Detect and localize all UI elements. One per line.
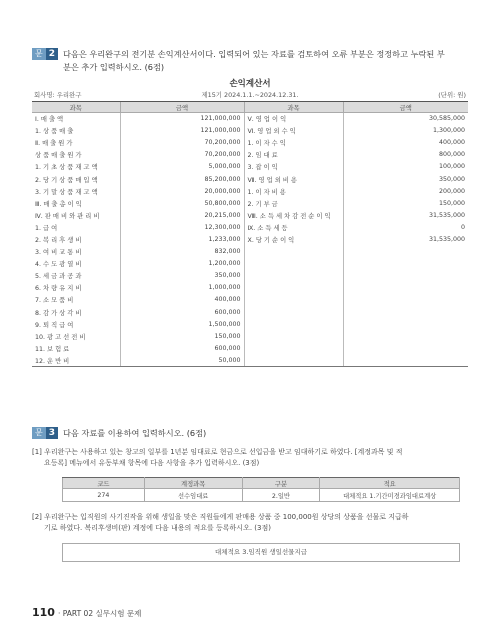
cell-amount-left: 85,200,000 bbox=[120, 173, 244, 185]
page-number: 110 bbox=[32, 606, 55, 619]
question-2-text bbox=[63, 48, 445, 73]
cell-account-left: 2. 당 기 상 품 매 입 액 bbox=[35, 176, 98, 184]
page-footer bbox=[32, 606, 141, 619]
cell-account-right: 2. 기 부 금 bbox=[244, 197, 343, 209]
company-name: 회사명: 우리완구 bbox=[34, 91, 82, 99]
header-account: 계정과목 bbox=[144, 478, 242, 489]
cell-amount-right: 200,000 bbox=[343, 185, 468, 197]
cell-amount-right: 400,000 bbox=[343, 137, 468, 149]
table-row bbox=[32, 318, 468, 330]
cell-account-right bbox=[244, 258, 343, 270]
cell-account-left: 9. 퇴 직 급 여 bbox=[35, 321, 74, 329]
cell-account-left: 12. 운 반 비 bbox=[32, 354, 120, 366]
cell-account-left: 3. 기 말 상 품 재 고 액 bbox=[35, 188, 98, 196]
cell-account-right: Ⅴ. 영 업 이 익 bbox=[244, 113, 343, 125]
question-3-part-1 bbox=[32, 447, 468, 468]
question-badge-label: 문 bbox=[32, 48, 46, 60]
question-badge-number: 3 bbox=[46, 427, 58, 439]
cell-amount-right: 1,300,000 bbox=[343, 125, 468, 137]
cell-amount-right: 30,585,000 bbox=[343, 113, 468, 125]
cell-account-right: 1. 이 자 수 익 bbox=[244, 137, 343, 149]
cell-account-left: 4. 수 도 광 열 비 bbox=[35, 261, 82, 269]
cell-amount-left: 1,500,000 bbox=[120, 318, 244, 330]
table-row bbox=[32, 137, 468, 149]
cell-account-left: Ⅱ. 매 출 원 가 bbox=[35, 140, 73, 148]
table-row bbox=[32, 161, 468, 173]
cell-account-left: Ⅳ. 판 매 비 와 관 리 비 bbox=[35, 212, 100, 220]
header-memo: 적요 bbox=[320, 478, 460, 489]
cell-account-left: 11. 보 험 료 bbox=[35, 345, 70, 353]
question-3-part-2 bbox=[32, 512, 468, 533]
table-row bbox=[32, 197, 468, 209]
cell-code: 274 bbox=[63, 489, 145, 502]
cell-account-right bbox=[244, 318, 343, 330]
table-row bbox=[32, 173, 468, 185]
cell-account-right: 1. 이 자 비 용 bbox=[244, 185, 343, 197]
cell-amount-left: 121,000,000 bbox=[120, 125, 244, 137]
cell-amount-left: 150,000 bbox=[120, 330, 244, 342]
cell-account-left: 8. 감 가 상 각 비 bbox=[35, 309, 82, 317]
header-type: 구분 bbox=[242, 478, 320, 489]
cell-amount-right: 150,000 bbox=[343, 197, 468, 209]
cell-amount-right bbox=[343, 330, 468, 342]
cell-account: 선수임대료 bbox=[144, 489, 242, 502]
cell-account-left: 3. 여 비 교 통 비 bbox=[35, 249, 82, 257]
header-account-right: 과목 bbox=[244, 102, 343, 113]
cell-amount-left: 70,200,000 bbox=[120, 137, 244, 149]
cell-amount-right: 100,000 bbox=[343, 161, 468, 173]
cell-account-left: 상 품 매 출 원 가 bbox=[35, 152, 82, 160]
header-code: 코드 bbox=[63, 478, 145, 489]
cell-account-right bbox=[244, 354, 343, 366]
fiscal-period: 제15기 2024.1.1.~2024.12.31. bbox=[201, 91, 299, 99]
table-row bbox=[32, 330, 468, 342]
cell-account-left: 10. 광 고 선 전 비 bbox=[35, 333, 86, 341]
cell-account-right: 3. 잡 이 익 bbox=[244, 161, 343, 173]
header-amount-left: 금액 bbox=[120, 102, 244, 113]
cell-account-right bbox=[244, 342, 343, 354]
cell-amount-left: 350,000 bbox=[120, 270, 244, 282]
cell-amount-right bbox=[343, 294, 468, 306]
cell-account-right: Ⅸ. 소 득 세 등 bbox=[244, 221, 343, 233]
income-statement-body bbox=[32, 113, 468, 367]
cell-account-right bbox=[244, 330, 343, 342]
cell-amount-right bbox=[343, 270, 468, 282]
header-account-left: 과목 bbox=[32, 102, 120, 113]
table-row bbox=[63, 489, 460, 502]
cell-account-right bbox=[244, 306, 343, 318]
cell-memo: 대체적요 1.기간미경과임대료계상 bbox=[320, 489, 460, 502]
cell-amount-left: 20,215,000 bbox=[120, 209, 244, 221]
cell-account-right: Ⅹ. 당 기 순 이 익 bbox=[244, 233, 343, 245]
cell-account-right: Ⅵ. 영 업 외 수 익 bbox=[244, 125, 343, 137]
cell-account-left: 7. 소 모 품 비 bbox=[35, 297, 74, 305]
cell-account-left: 1. 기 초 상 품 재 고 액 bbox=[35, 164, 98, 172]
question-3-header bbox=[32, 427, 206, 440]
cell-amount-left: 1,233,000 bbox=[120, 233, 244, 245]
account-setup-table bbox=[62, 477, 460, 502]
question-badge bbox=[32, 427, 58, 439]
table-row bbox=[32, 149, 468, 161]
table-row bbox=[32, 209, 468, 221]
cell-amount-right: 350,000 bbox=[343, 173, 468, 185]
part-1-line2: 요등록] 메뉴에서 유동부채 항목에 다음 사항을 추가 입력하시오. (3점) bbox=[44, 458, 260, 467]
statement-title: 손익계산서 bbox=[229, 79, 271, 89]
cell-account-left: 5. 세 금 과 공 과 bbox=[35, 273, 82, 281]
cell-amount-left: 600,000 bbox=[120, 306, 244, 318]
cell-amount-right bbox=[343, 318, 468, 330]
question-2-line2: 분은 추가 입력하시오. (6점) bbox=[63, 61, 165, 72]
table-row bbox=[32, 294, 468, 306]
cell-account-right bbox=[244, 270, 343, 282]
section-label: · PART 02 실무시험 문제 bbox=[57, 609, 142, 618]
question-2-line1: 다음은 우리완구의 전기분 손익계산서이다. 입력되어 있는 자료를 검토하여 오류 부분은 정정하고 누락된 부 bbox=[63, 49, 445, 59]
cell-amount-left: 832,000 bbox=[120, 246, 244, 258]
table-row bbox=[32, 221, 468, 233]
cell-amount-right: 31,535,000 bbox=[343, 233, 468, 245]
header-amount-right: 금액 bbox=[343, 102, 468, 113]
cell-account-right: Ⅷ. 소 득 세 차 감 전 순 이 익 bbox=[244, 209, 343, 221]
cell-amount-right bbox=[343, 246, 468, 258]
cell-amount-left: 12,300,000 bbox=[120, 221, 244, 233]
table-row bbox=[32, 246, 468, 258]
cell-amount-right bbox=[343, 354, 468, 366]
cell-amount-left: 70,200,000 bbox=[120, 149, 244, 161]
memo-box: 대체적요 3.임직원 생일선물지급 bbox=[62, 543, 460, 562]
table-row bbox=[32, 185, 468, 197]
cell-account-left: 1. 상 품 매 출 bbox=[35, 128, 74, 136]
cell-account-left: Ⅲ. 매 출 총 이 익 bbox=[35, 200, 82, 208]
cell-account-right bbox=[244, 282, 343, 294]
table-row bbox=[32, 125, 468, 137]
cell-amount-left: 400,000 bbox=[120, 294, 244, 306]
table-row bbox=[32, 354, 468, 366]
cell-amount-right: 800,000 bbox=[343, 149, 468, 161]
cell-account-right bbox=[244, 246, 343, 258]
table-row bbox=[32, 342, 468, 354]
table-header-row bbox=[63, 478, 460, 489]
cell-amount-left: 121,000,000 bbox=[120, 113, 244, 125]
cell-account-right: Ⅶ. 영 업 외 비 용 bbox=[244, 173, 343, 185]
cell-amount-right: 31,535,000 bbox=[343, 209, 468, 221]
part-1-line1: [1] 우리완구는 사용하고 있는 창고의 일부를 1년분 임대료로 현금으로 선입금을 받고 임대하기로 하였다. [계정과목 및 적 bbox=[32, 448, 403, 456]
table-row bbox=[32, 282, 468, 294]
question-badge-label: 문 bbox=[32, 427, 46, 439]
cell-account-left: 2. 복 리 후 생 비 bbox=[35, 236, 82, 244]
cell-amount-left: 5,000,000 bbox=[120, 161, 244, 173]
table-row bbox=[32, 306, 468, 318]
part-2-line1: [2] 우리완구는 입직원의 사기진작을 위해 생일을 맞은 직원들에게 판매용 상품 중 100,000원 상당의 상품을 선물로 지급하 bbox=[32, 513, 409, 521]
table-row bbox=[32, 233, 468, 245]
cell-account-right: 2. 임 대 료 bbox=[244, 149, 343, 161]
question-badge-number: 2 bbox=[46, 48, 58, 60]
question-badge bbox=[32, 48, 58, 60]
cell-amount-left: 50,000 bbox=[120, 354, 244, 366]
cell-amount-right bbox=[343, 306, 468, 318]
question-2-header bbox=[32, 48, 468, 73]
cell-amount-right: 0 bbox=[343, 221, 468, 233]
cell-account-left: 6. 차 량 유 지 비 bbox=[35, 285, 82, 293]
question-3-title: 다음 자료를 이용하여 입력하시오. (6점) bbox=[63, 428, 207, 438]
cell-amount-right bbox=[343, 258, 468, 270]
cell-amount-right bbox=[343, 282, 468, 294]
cell-amount-left: 1,000,000 bbox=[120, 282, 244, 294]
currency-unit: (단위: 원) bbox=[438, 91, 466, 99]
cell-type: 2.일반 bbox=[242, 489, 320, 502]
part-2-line2: 기로 하였다. 복리후생비(판) 계정에 다음 내용의 적요를 등록하시오. (3점) bbox=[44, 523, 271, 532]
income-statement-table bbox=[32, 101, 468, 367]
cell-amount-left: 600,000 bbox=[120, 342, 244, 354]
table-header-row bbox=[32, 102, 468, 113]
cell-amount-right bbox=[343, 342, 468, 354]
table-row bbox=[32, 258, 468, 270]
cell-amount-left: 1,200,000 bbox=[120, 258, 244, 270]
statement-meta bbox=[32, 90, 468, 100]
cell-account-left: 1. 급 여 bbox=[35, 224, 58, 232]
cell-account-right bbox=[244, 294, 343, 306]
table-row bbox=[32, 270, 468, 282]
table-row bbox=[32, 113, 468, 125]
cell-amount-left: 50,800,000 bbox=[120, 197, 244, 209]
cell-amount-left: 20,000,000 bbox=[120, 185, 244, 197]
cell-account-left: Ⅰ. 매 출 액 bbox=[35, 116, 64, 124]
